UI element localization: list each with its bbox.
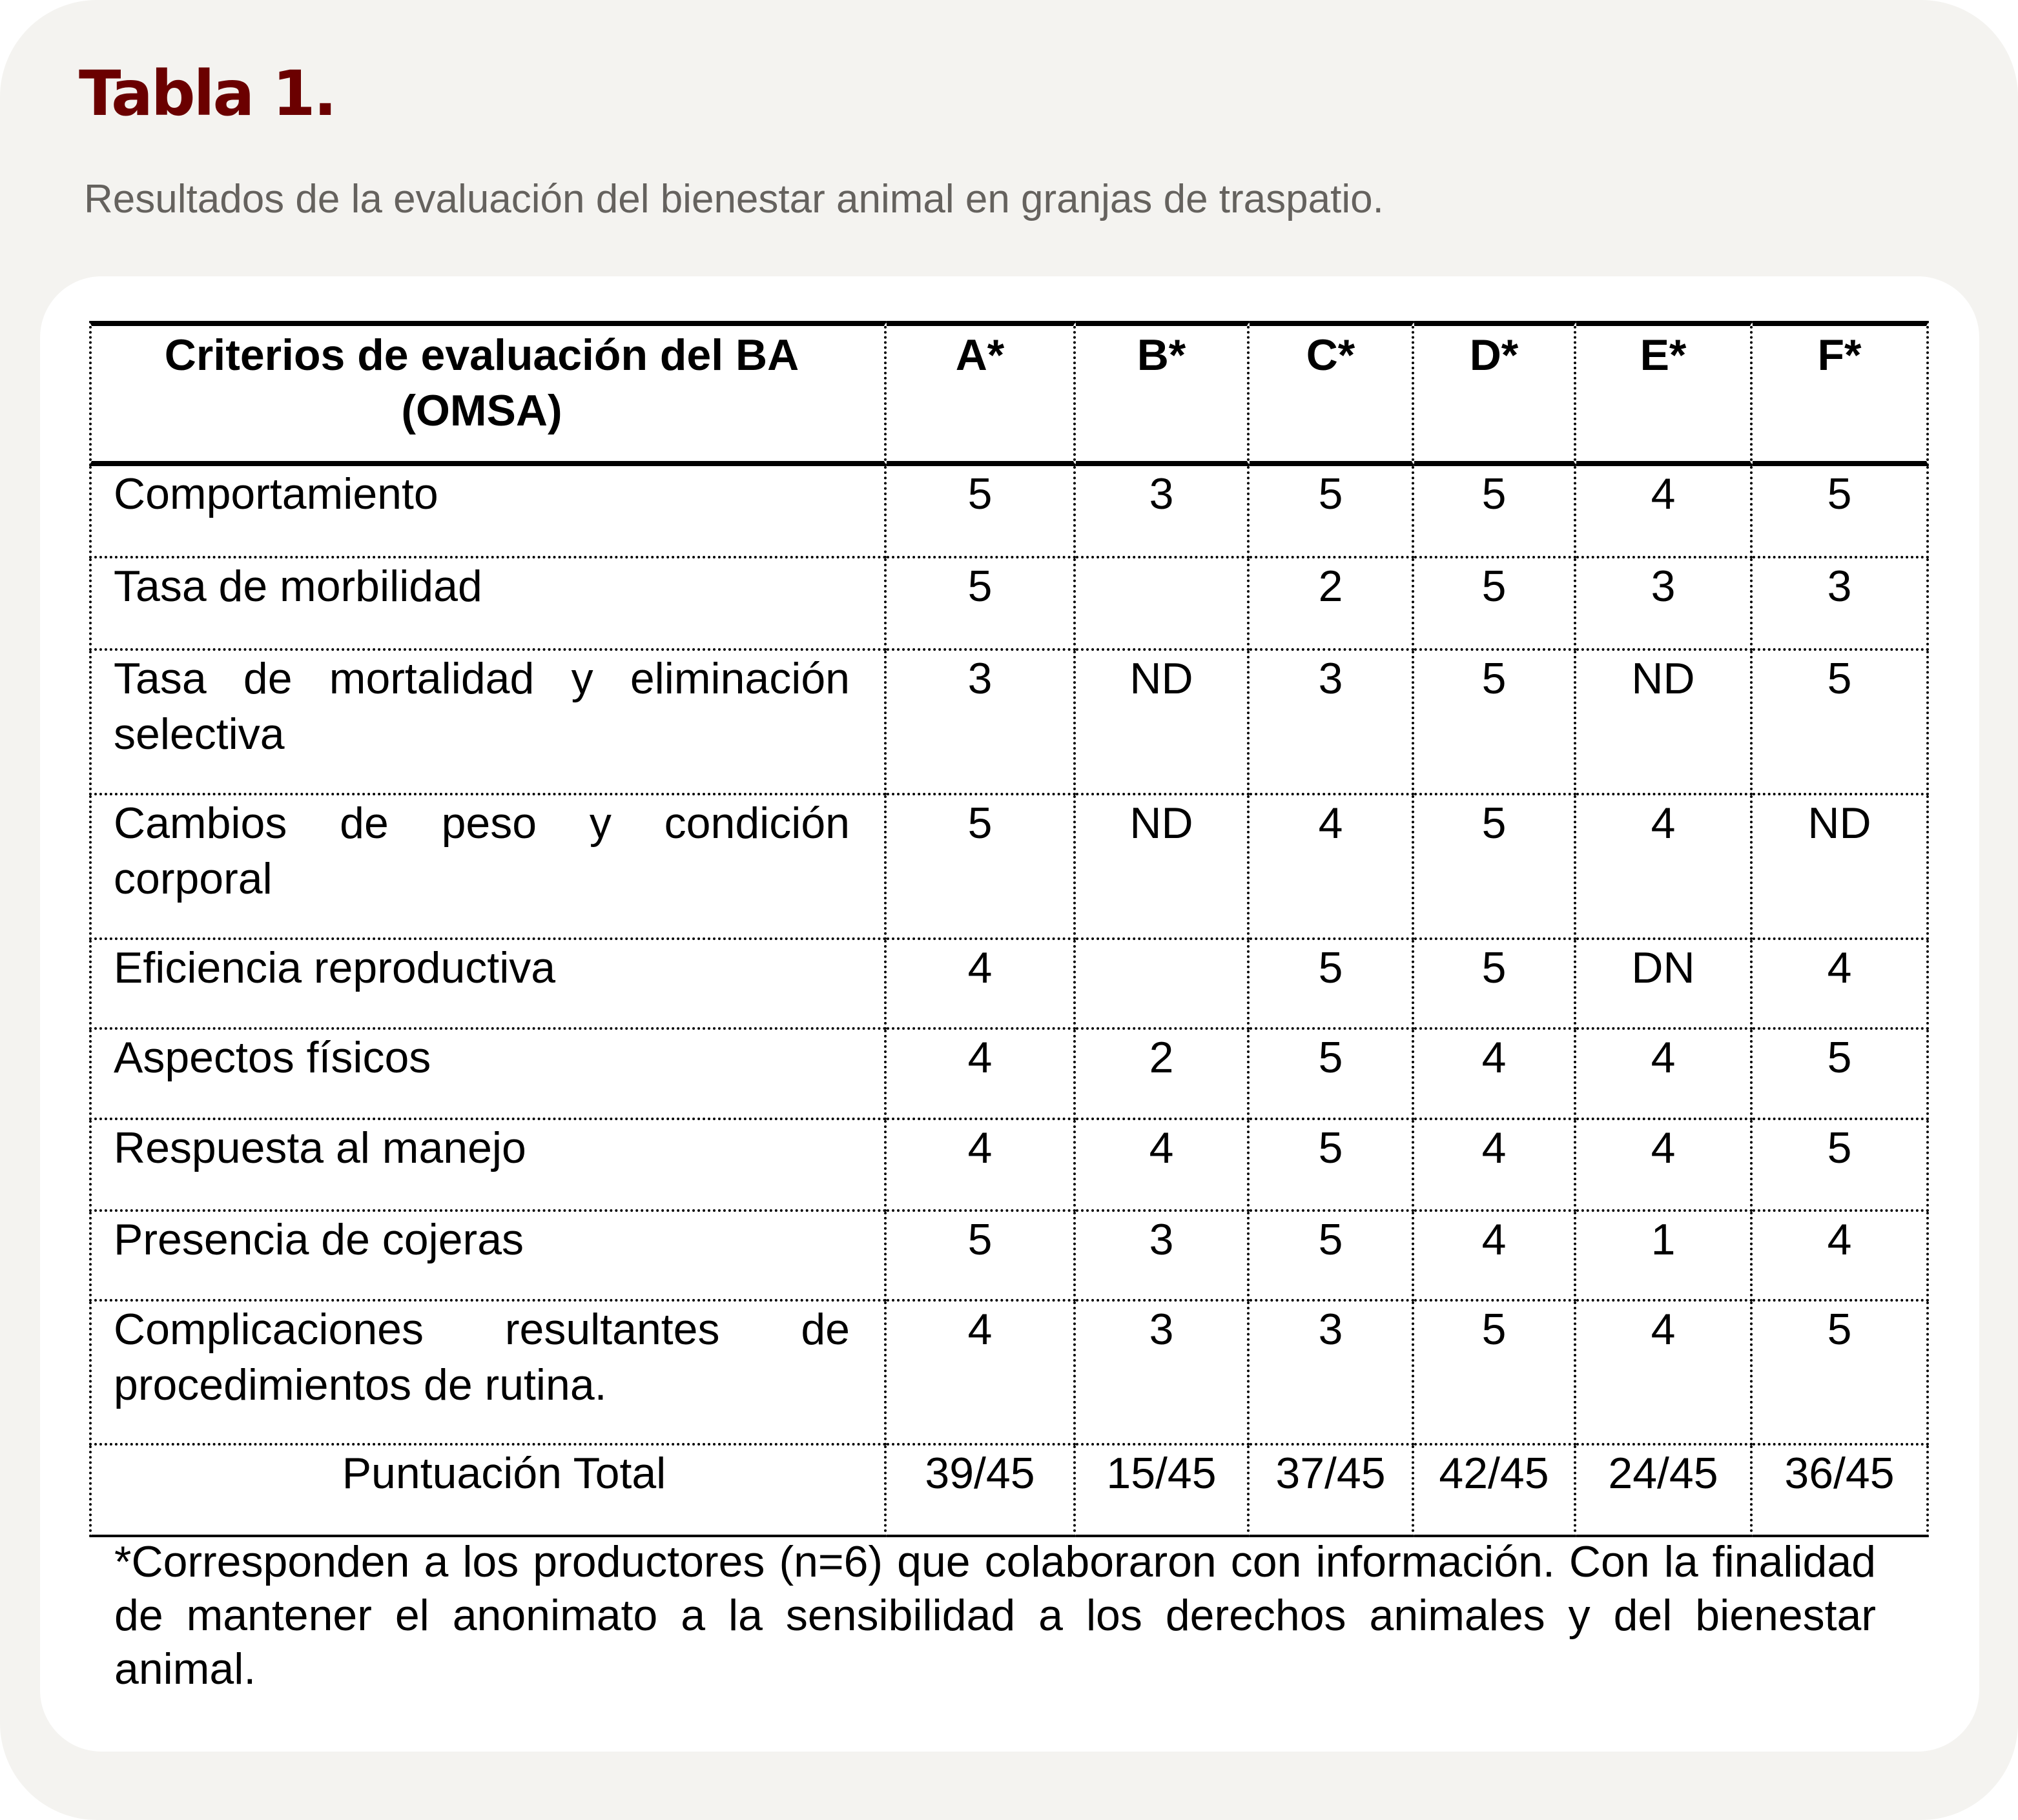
score-cell: 5 — [1414, 795, 1576, 940]
score-cell: 3 — [1076, 1212, 1250, 1302]
score-cell: 5 — [1414, 1302, 1576, 1446]
criterion-cell: Respuesta al manejo — [89, 1120, 887, 1212]
table-title: Tabla 1. — [79, 57, 335, 130]
score-cell: 3 — [1250, 1302, 1414, 1446]
column-header-producer: E* — [1576, 321, 1753, 466]
criterion-cell: Tasa de mortalidad y eliminación selectiva — [89, 651, 887, 795]
score-cell: 4 — [1576, 795, 1753, 940]
score-cell: 4 — [1753, 940, 1929, 1030]
score-cell: 5 — [887, 1212, 1076, 1302]
score-cell: 4 — [887, 1302, 1076, 1446]
score-cell: 4 — [1414, 1030, 1576, 1120]
score-cell: 3 — [1753, 558, 1929, 651]
score-cell — [1076, 940, 1250, 1030]
score-cell: 5 — [1250, 466, 1414, 558]
total-score-cell: 15/45 — [1076, 1446, 1250, 1537]
score-cell: 5 — [887, 466, 1076, 558]
score-cell: 3 — [1576, 558, 1753, 651]
criterion-cell: Tasa de morbilidad — [89, 558, 887, 651]
score-cell: 4 — [1576, 466, 1753, 558]
column-header-producer: D* — [1414, 321, 1576, 466]
score-cell: 3 — [1076, 466, 1250, 558]
score-cell: 4 — [887, 1120, 1076, 1212]
total-score-cell: 36/45 — [1753, 1446, 1929, 1537]
score-cell: 4 — [1576, 1120, 1753, 1212]
score-cell: 4 — [1414, 1120, 1576, 1212]
score-cell: 5 — [1250, 1030, 1414, 1120]
score-cell: 2 — [1076, 1030, 1250, 1120]
score-cell: 4 — [887, 940, 1076, 1030]
score-cell: 5 — [1753, 1302, 1929, 1446]
column-header-producer: C* — [1250, 321, 1414, 466]
score-cell: 3 — [887, 651, 1076, 795]
score-cell: 4 — [1250, 795, 1414, 940]
score-cell: DN — [1576, 940, 1753, 1030]
score-cell: 5 — [887, 558, 1076, 651]
score-cell: ND — [1576, 651, 1753, 795]
results-table — [89, 321, 1929, 1537]
total-score-cell: 42/45 — [1414, 1446, 1576, 1537]
score-cell: 4 — [1414, 1212, 1576, 1302]
column-header-criteria: Criterios de evaluación del BA (OMSA) — [89, 321, 887, 466]
table-subtitle: Resultados de la evaluación del bienestar animal en granjas de traspatio. — [84, 177, 1384, 221]
criterion-cell: Aspectos físicos — [89, 1030, 887, 1120]
total-score-cell: 24/45 — [1576, 1446, 1753, 1537]
score-cell — [1076, 558, 1250, 651]
column-header-producer: F* — [1753, 321, 1929, 466]
total-score-cell: 37/45 — [1250, 1446, 1414, 1537]
table-footnote: *Corresponden a los productores (n=6) que colaboraron con información. Con la finalidad de mantener el anonimato a la sensibilidad a los derechos animales y del bienestar animal. — [114, 1537, 1876, 1693]
score-cell: 4 — [1076, 1120, 1250, 1212]
total-score-cell: 39/45 — [887, 1446, 1076, 1537]
score-cell: 4 — [887, 1030, 1076, 1120]
score-cell: 1 — [1576, 1212, 1753, 1302]
score-cell: 5 — [1250, 1212, 1414, 1302]
score-cell: 5 — [1753, 466, 1929, 558]
column-header-producer: B* — [1076, 321, 1250, 466]
column-header-producer: A* — [887, 321, 1076, 466]
score-cell: 4 — [1576, 1030, 1753, 1120]
score-cell: 5 — [887, 795, 1076, 940]
score-cell: 5 — [1250, 940, 1414, 1030]
score-cell: 5 — [1753, 1030, 1929, 1120]
score-cell: 3 — [1250, 651, 1414, 795]
score-cell: 4 — [1576, 1302, 1753, 1446]
score-cell: 5 — [1753, 1120, 1929, 1212]
score-cell: 5 — [1414, 558, 1576, 651]
score-cell: 5 — [1414, 651, 1576, 795]
criterion-cell: Cambios de peso y condición corporal — [89, 795, 887, 940]
score-cell: 5 — [1414, 940, 1576, 1030]
score-cell: ND — [1076, 795, 1250, 940]
score-cell: 5 — [1414, 466, 1576, 558]
score-cell: 3 — [1076, 1302, 1250, 1446]
score-cell: 2 — [1250, 558, 1414, 651]
total-label-cell: Puntuación Total — [89, 1446, 887, 1537]
criterion-cell: Presencia de cojeras — [89, 1212, 887, 1302]
criterion-cell: Comportamiento — [89, 466, 887, 558]
score-cell: ND — [1753, 795, 1929, 940]
score-cell: ND — [1076, 651, 1250, 795]
criterion-cell: Complicaciones resultantes de procedimientos de rutina. — [89, 1302, 887, 1446]
score-cell: 5 — [1753, 651, 1929, 795]
score-cell: 5 — [1250, 1120, 1414, 1212]
criterion-cell: Eficiencia reproductiva — [89, 940, 887, 1030]
score-cell: 4 — [1753, 1212, 1929, 1302]
